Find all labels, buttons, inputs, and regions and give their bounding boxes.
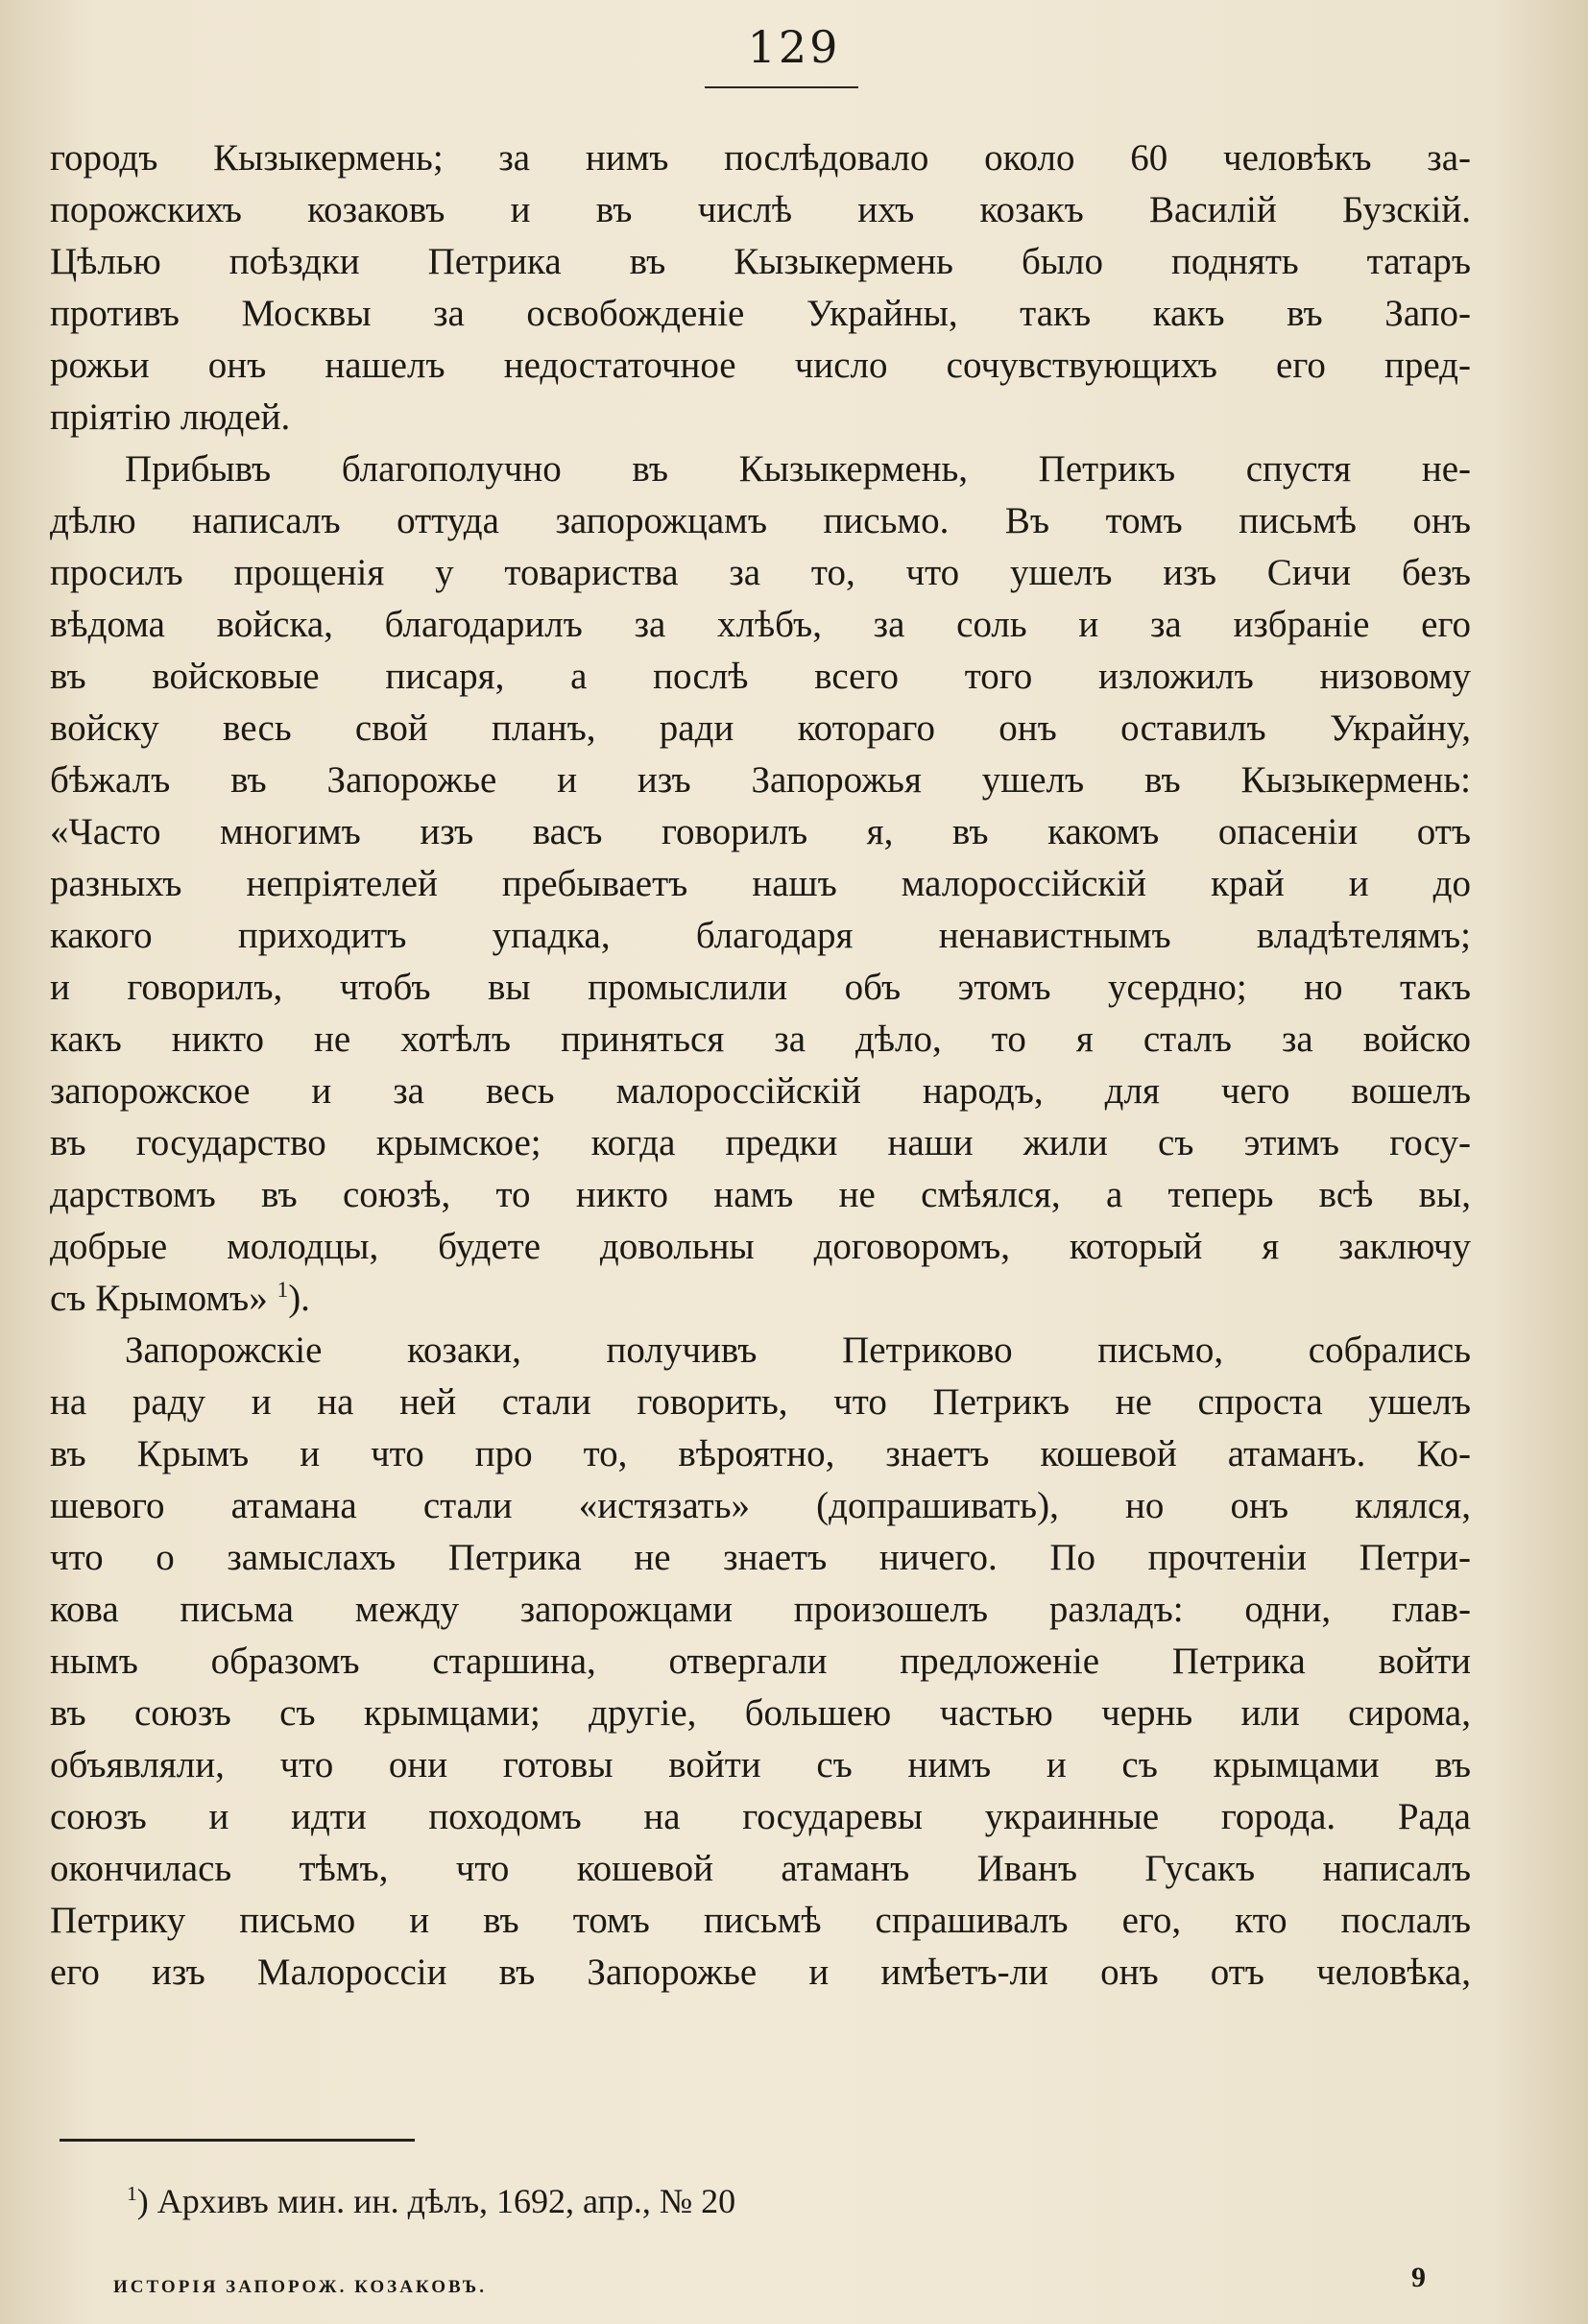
text-line: въ союзъ съ крымцами; другіе, большею частью чернь или сирома, [50,1692,1471,1734]
text-line: на раду и на ней стали говорить, что Петрикъ не спроста ушелъ [50,1381,1471,1423]
text-line: объявляли, что они готовы войти съ нимъ и съ крымцами въ [50,1744,1471,1785]
text-line-content: съ Крымомъ» [50,1278,268,1319]
text-line: противъ Москвы за освобожденіе Украйны, такъ какъ въ Запо- [50,293,1471,334]
paragraph-1 [50,132,1471,443]
text-line: шевого атамана стали «истязать» (допрашивать), но онъ клялся, [50,1485,1471,1526]
footnote-text: ) Архивъ мин. ин. дѣлъ, 1692, апр., № 20 [136,2182,736,2220]
header-rule [705,86,858,88]
text-line: дарствомъ въ союзѣ, то никто намъ не смѣялся, а теперь всѣ вы, [50,1174,1471,1215]
text-line: Петрику письмо и въ томъ письмѣ спрашивалъ его, кто послалъ [50,1900,1471,1941]
text-line: его изъ Малороссіи въ Запорожье и имѣетъ-ли онъ отъ человѣка, [50,1952,1471,1993]
signature-line: ИСТОРІЯ ЗАПОРОЖ. КОЗАКОВЪ. [113,2277,487,2297]
footnote [127,2181,735,2221]
text-line: въ Крымъ и что про то, вѣроятно, знаетъ кошевой атаманъ. Ко- [50,1433,1471,1474]
text-line: окончилась тѣмъ, что кошевой атаманъ Иванъ Гусакъ написалъ [50,1848,1471,1889]
text-line: Запорожскіе козаки, получивъ Петриково письмо, собрались [125,1330,1471,1371]
text-line: кова письма между запорожцами произошелъ разладъ: одни, глав- [50,1589,1471,1630]
text-line [50,1273,1471,1325]
text-line: запорожское и за весь малороссійскій народъ, для чего вошелъ [50,1070,1471,1112]
text-line: войску весь свой планъ, ради котораго онъ оставилъ Украйну, [50,707,1471,749]
footnote-mark: 1 [127,2182,137,2205]
text-line: какого приходитъ упадка, благодаря ненавистнымъ владѣтелямъ; [50,915,1471,956]
text-line: бѣжалъ въ Запорожье и изъ Запорожья ушелъ въ Кызыкермень: [50,759,1471,801]
text-line: и говорилъ, чтобъ вы промыслили объ этомъ усердно; но такъ [50,967,1471,1008]
text-line: дѣлю написалъ оттуда запорожцамъ письмо. Въ томъ письмѣ онъ [50,500,1471,541]
footnote-rule [60,2139,415,2142]
text-line: въ войсковые писаря, а послѣ всего того изложилъ низовому [50,656,1471,697]
text-line: что о замыслахъ Петрика не знаетъ ничего. По прочтеніи Петри- [50,1537,1471,1578]
body-text [50,132,1471,1999]
text-line: добрые молодцы, будете довольны договоромъ, который я заключу [50,1226,1471,1267]
text-line: рожьи онъ нашелъ недостаточное число сочувствующихъ его пред- [50,345,1471,386]
paragraph-3 [50,1325,1471,1999]
sheet-number: 9 [1411,2262,1426,2293]
text-line: городъ Кызыкермень; за нимъ послѣдовало около 60 человѣкъ за- [50,137,1471,179]
text-line: союзъ и идти походомъ на государевы украинные города. Рада [50,1796,1471,1837]
text-line-tail: ). [288,1278,310,1319]
paragraph-2 [50,443,1471,1325]
text-line: «Часто многимъ изъ васъ говорилъ я, въ какомъ опасеніи отъ [50,811,1471,852]
text-line: какъ никто не хотѣлъ приняться за дѣло, то я сталъ за войско [50,1018,1471,1060]
text-line: разныхъ непріятелей пребываетъ нашъ малороссійскій край и до [50,863,1471,904]
text-line: порожскихъ козаковъ и въ числѣ ихъ козакъ Василій Бузскій. [50,189,1471,230]
text-line: вѣдома войска, благодарилъ за хлѣбъ, за соль и за избраніе его [50,604,1471,645]
text-line: Прибывъ благополучно въ Кызыкермень, Петрикъ спустя не- [125,448,1471,490]
text-line: нымъ образомъ старшина, отвергали предложеніе Петрика войти [50,1641,1471,1682]
text-line: Цѣлью поѣздки Петрика въ Кызыкермень было поднять татаръ [50,241,1471,282]
text-line: просилъ прощенія у товариства за то, что ушелъ изъ Сичи безъ [50,552,1471,593]
text-line: пріятію людей. [50,396,291,438]
page-number: 129 [747,21,841,73]
text-line: въ государство крымское; когда предки наши жили съ этимъ госу- [50,1122,1471,1163]
footnote-reference[interactable]: 1 [277,1278,289,1303]
